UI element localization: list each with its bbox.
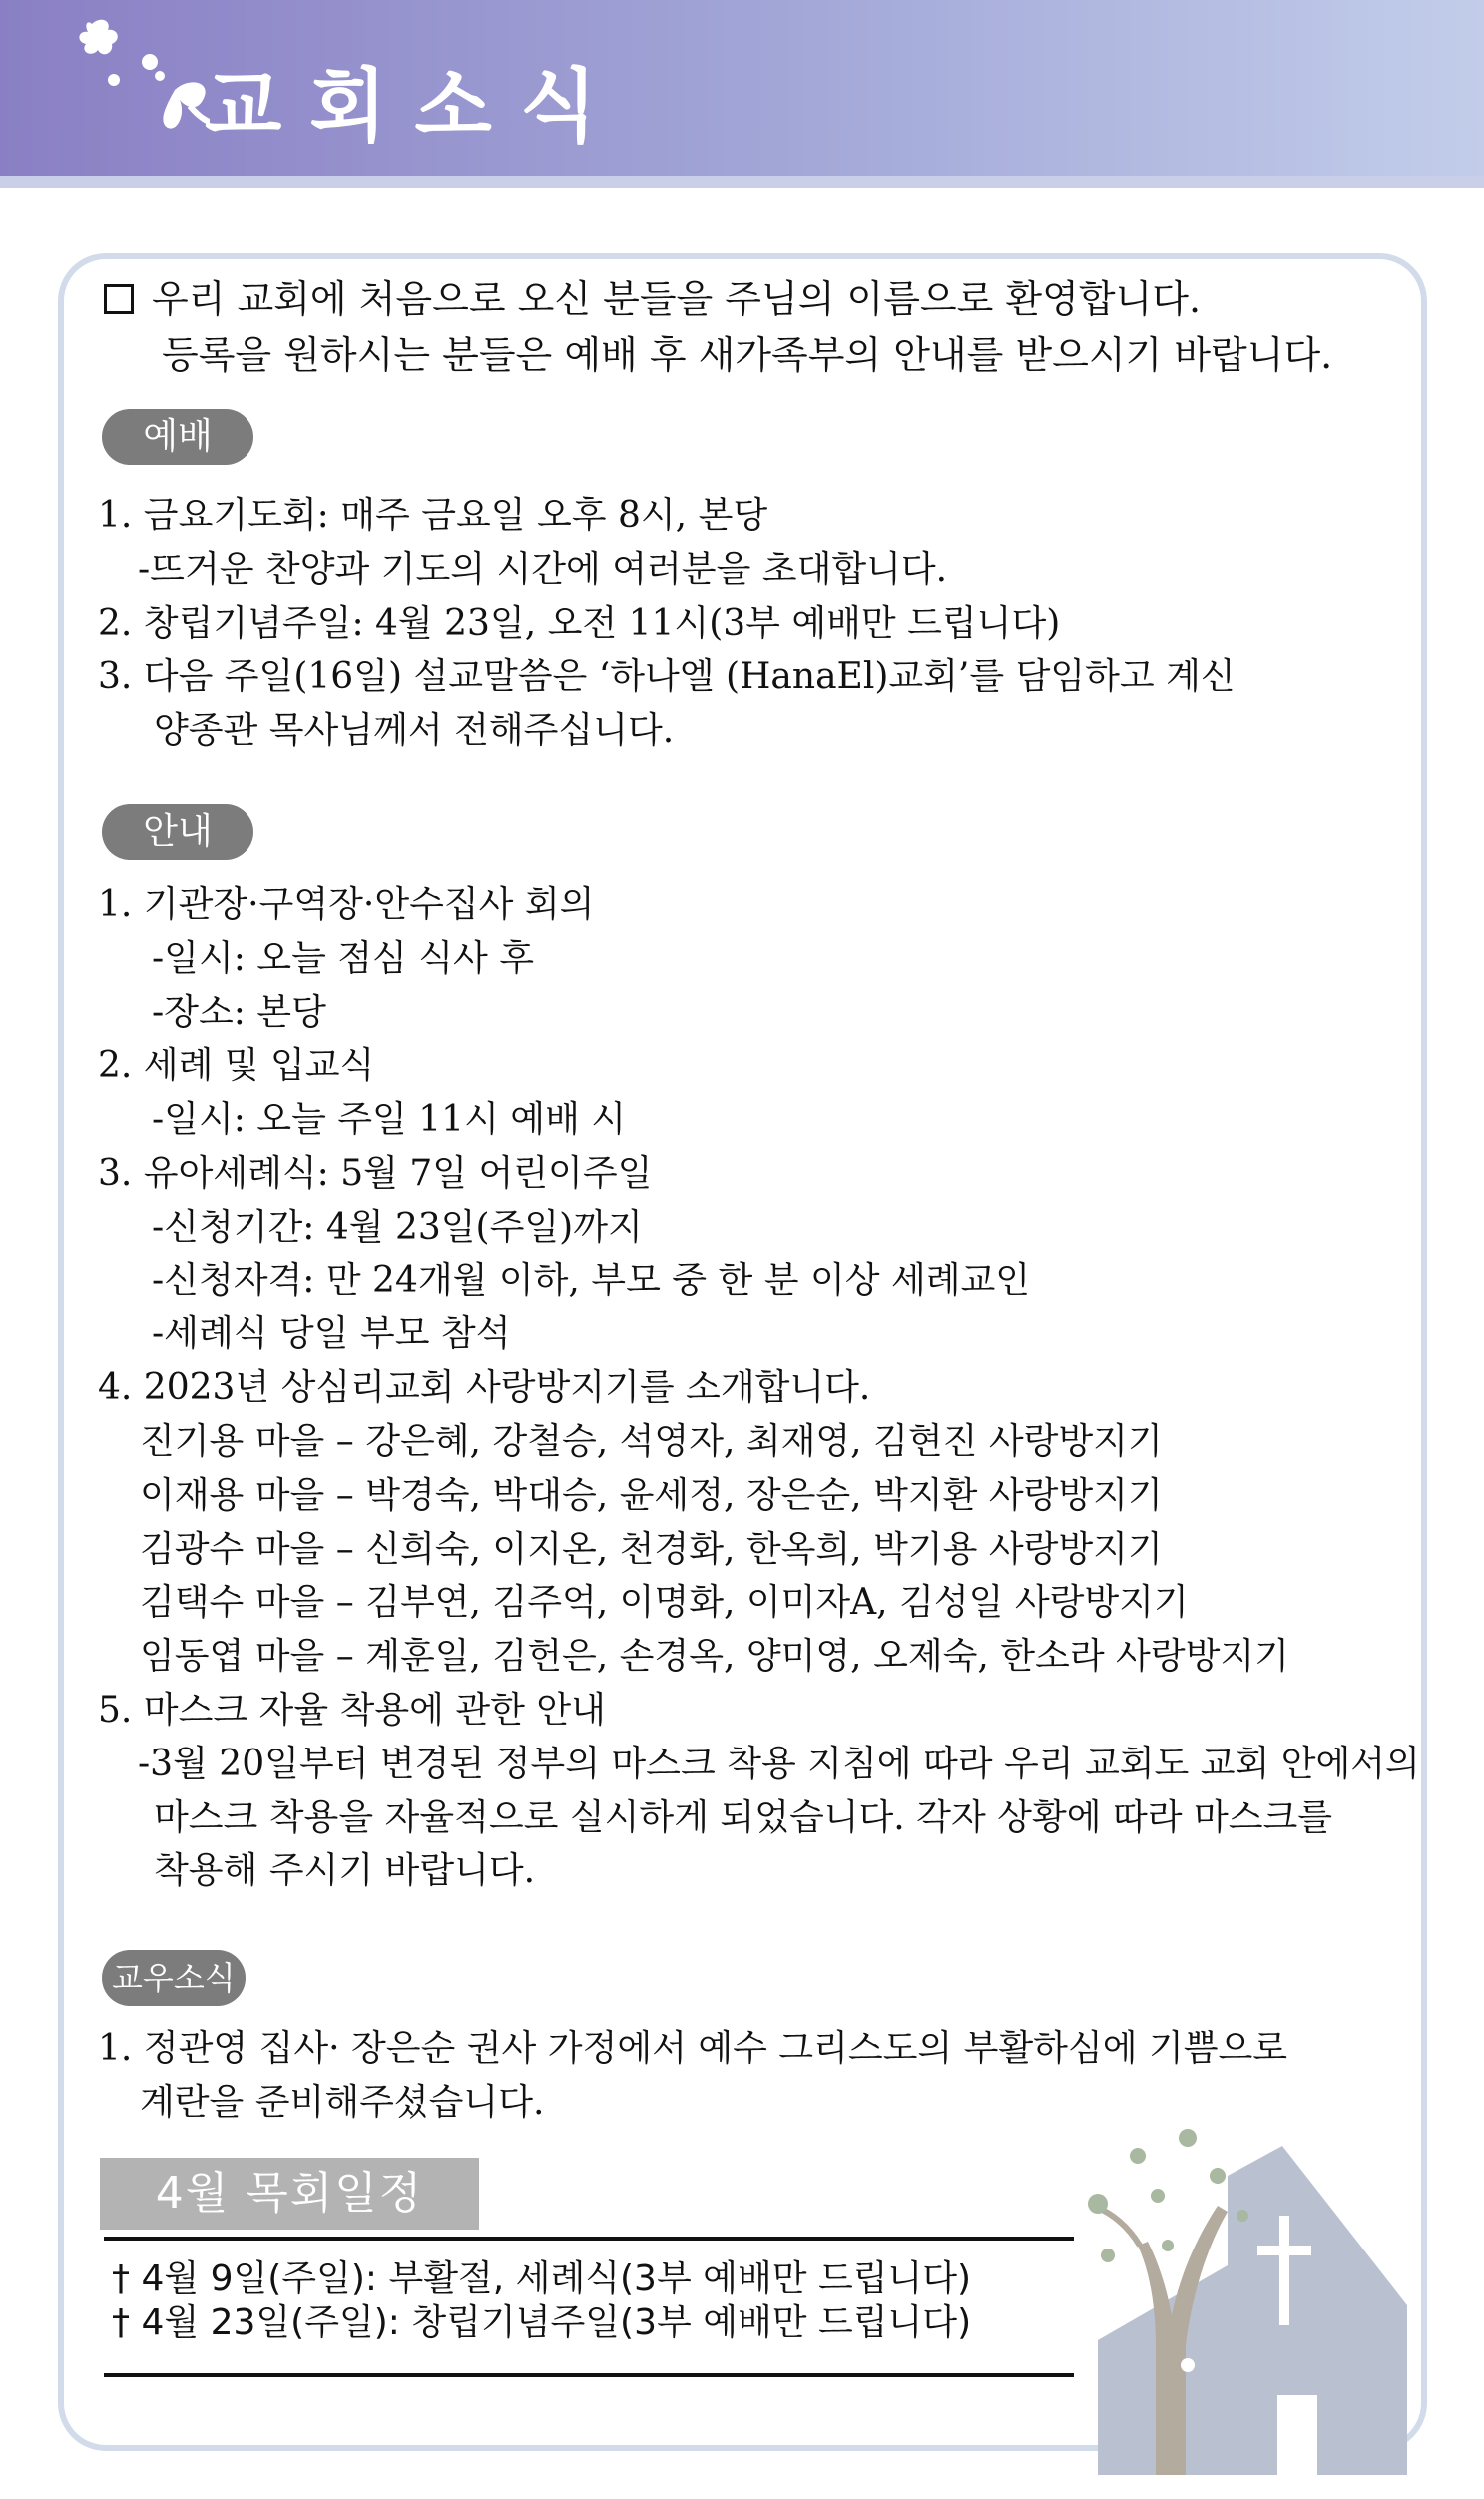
butterfly-flower-icon <box>40 10 210 140</box>
list-item: -장소: 본당 <box>152 991 326 1033</box>
checkbox-bullet-icon <box>104 284 134 314</box>
list-item: -세례식 당일 부모 참석 <box>152 1313 511 1355</box>
section-label-members: 교우소식 <box>102 1950 246 2006</box>
list-item: 3. 유아세례식: 5월 7일 어린이주일 <box>98 1152 653 1194</box>
notice-section <box>98 878 1420 1898</box>
welcome-message <box>104 271 1391 383</box>
section-label-worship: 예배 <box>102 409 253 465</box>
list-item: -일시: 오늘 점심 식사 후 <box>152 937 535 979</box>
schedule-title: 4월 목회일정 <box>100 2158 479 2230</box>
list-item: -뜨거운 찬양과 기도의 시간에 여러분을 초대합니다. <box>138 548 948 590</box>
list-item: 2. 세례 및 입교식 <box>98 1045 375 1087</box>
list-item: -일시: 오늘 주일 11시 예배 시 <box>152 1099 627 1141</box>
welcome-line-2: 등록을 원하시는 분들은 예배 후 새가족부의 안내를 받으시기 바랍니다. <box>162 333 1333 377</box>
list-item: -신청기간: 4월 23일(주일)까지 <box>152 1206 643 1248</box>
list-item: 1. 금요기도회: 매주 금요일 오후 8시, 본당 <box>98 495 768 536</box>
worship-section <box>98 489 1395 757</box>
schedule-item: † 4월 23일(주일): 창립기념주일(3부 예배만 드립니다) <box>112 2302 972 2343</box>
list-item: 1. 기관장·구역장·안수집사 회의 <box>98 884 595 925</box>
list-item: 3. 다음 주일(16일) 설교말씀은 ‘하나엘 (HanaEl)교회’를 담임하고 계신 <box>98 656 1236 698</box>
list-item: 착용해 주시기 바랍니다. <box>154 1850 536 1892</box>
page-title: 교회소식 <box>205 60 626 153</box>
list-item: 마스크 착용을 자율적으로 실시하게 되었습니다. 각자 상황에 따라 마스크를 <box>154 1796 1333 1838</box>
list-item: 1. 정관영 집사· 장은순 권사 가정에서 예수 그리스도의 부활하심에 기쁨으로 <box>98 2028 1288 2069</box>
list-item: 김광수 마을 – 신희숙, 이지온, 천경화, 한옥희, 박기용 사랑방지기 <box>140 1528 1163 1570</box>
list-item: 4. 2023년 상심리교회 사랑방지기를 소개합니다. <box>98 1367 871 1409</box>
list-item: -3월 20일부터 변경된 정부의 마스크 착용 지침에 따라 우리 교회도 교회 안에서의 <box>138 1743 1420 1784</box>
list-item: 2. 창립기념주일: 4월 23일, 오전 11시(3부 예배만 드립니다) <box>98 602 1061 644</box>
list-item: 5. 마스크 자율 착용에 관한 안내 <box>98 1689 606 1731</box>
schedule-list <box>112 2257 1070 2345</box>
list-item: 김택수 마을 – 김부연, 김주억, 이명화, 이미자A, 김성일 사랑방지기 <box>140 1582 1189 1624</box>
list-item: -신청자격: 만 24개월 이하, 부모 중 한 분 이상 세례교인 <box>152 1259 1031 1301</box>
schedule-top-rule <box>104 2237 1074 2241</box>
list-item: 계란을 준비해주셨습니다. <box>140 2081 545 2123</box>
list-item: 진기용 마을 – 강은혜, 강철승, 석영자, 최재영, 김현진 사랑방지기 <box>140 1420 1163 1462</box>
schedule-item: † 4월 9일(주일): 부활절, 세례식(3부 예배만 드립니다) <box>112 2258 972 2299</box>
church-tree-illustration <box>1068 2096 1427 2475</box>
header-divider <box>0 176 1484 188</box>
list-item: 이재용 마을 – 박경숙, 박대승, 윤세정, 장은순, 박지환 사랑방지기 <box>140 1474 1163 1516</box>
header-banner <box>0 0 1484 176</box>
schedule-bottom-rule <box>104 2373 1074 2377</box>
welcome-line-1: 우리 교회에 처음으로 오신 분들을 주님의 이름으로 환영합니다. <box>152 277 1202 321</box>
section-label-notice: 안내 <box>102 804 253 860</box>
list-item: 임동엽 마을 – 계훈일, 김헌은, 손경옥, 양미영, 오제숙, 한소라 사랑방지기 <box>140 1636 1289 1678</box>
list-item: 양종관 목사님께서 전해주십니다. <box>154 710 675 751</box>
